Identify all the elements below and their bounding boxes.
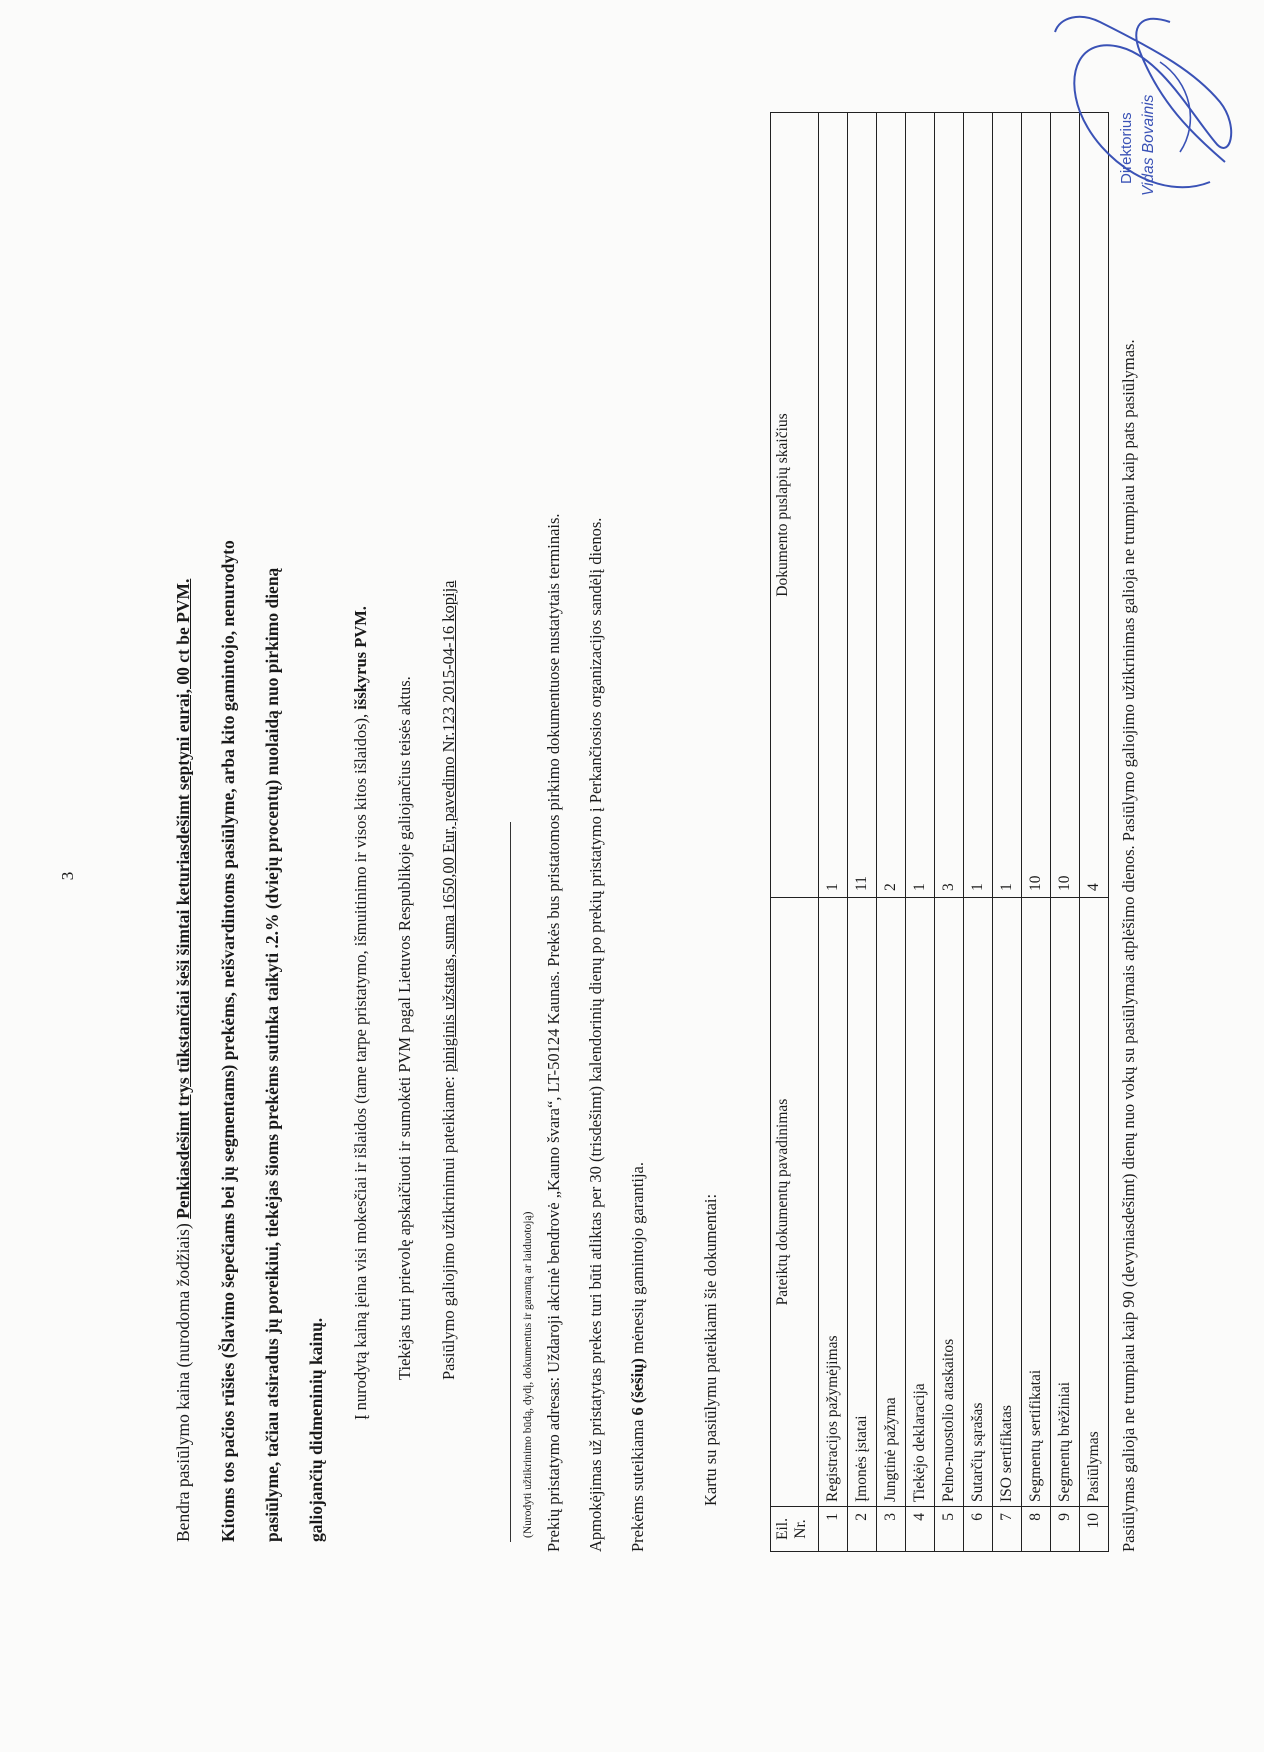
table-header-row <box>771 113 819 1552</box>
row-number: 2 <box>848 1507 877 1552</box>
row-number: 1 <box>819 1507 848 1552</box>
table-row <box>1080 113 1109 1552</box>
table-row <box>1022 113 1051 1552</box>
page-count: 4 <box>1080 113 1109 898</box>
document-name: ISO sertifikatas <box>993 898 1022 1507</box>
row-number: 9 <box>1051 1507 1080 1552</box>
row-number: 5 <box>935 1507 964 1552</box>
total-price-amount: Penkiasdešimt trys tūkstančiai šeši šimtai keturiasdešimt septyni eurai, 00 ct be PVM. <box>173 578 193 1219</box>
row-number: 6 <box>964 1507 993 1552</box>
page-count: 1 <box>819 113 848 898</box>
table-row <box>964 113 993 1552</box>
documents-table <box>770 112 1109 1552</box>
page-count: 3 <box>935 113 964 898</box>
taxes-paragraph <box>350 606 372 1420</box>
page-number: 3 <box>58 871 77 881</box>
page-count: 10 <box>1022 113 1051 898</box>
guarantee-label: Pasiūlymo galiojimo užtikrinimui pateikiame: <box>439 1076 458 1380</box>
row-number: 3 <box>877 1507 906 1552</box>
page-count: 10 <box>1051 113 1080 898</box>
warranty-months: 6 (šešių) <box>628 1358 647 1416</box>
page-count: 2 <box>877 113 906 898</box>
vat-paragraph: Tiekėjas turi prievolę apskaičiuoti ir sumokėti PVM pagal Lietuvos Respublikoje galiojančius teisės aktus. <box>395 676 414 1380</box>
discount-paragraph <box>206 152 338 1542</box>
table-row <box>935 113 964 1552</box>
signatory-title: Direktorius <box>1118 112 1135 184</box>
validity-paragraph: Pasiūlymas galioja ne trumpiau kaip 90 (devyniasdešimt) dienų nuo vokų su pasiūlymais atplėšimo dienos. Pasiūlymo galiojimo užtikrinimas galioja ne trumpiau kaip pats pasiūlymas. <box>1119 339 1138 1552</box>
discount-line-1: Kitoms tos pačios rūšies (Šlavimo šepečiams bei jų segmentams) prekėms, neišvardintoms pasiūlyme, arba kito gamintojo, nenurodyto <box>218 540 238 1542</box>
table-row <box>819 113 848 1552</box>
row-number: 4 <box>906 1507 935 1552</box>
table-row <box>993 113 1022 1552</box>
table-row <box>877 113 906 1552</box>
page-count: 1 <box>906 113 935 898</box>
document-name: Tiekėjo deklaracija <box>906 898 935 1507</box>
discount-line-3: galiojančių didmeninių kainų. <box>306 1317 326 1542</box>
guarantee-value: piniginis užstatas, suma 1650,00 Eur, pavedimo Nr.123 2015-04-16 kopija <box>439 580 458 1073</box>
guarantee-footnote: (Nurodyti užtikrinimo būdą, dydį, dokumentus ir garantą ar laiduotoją) <box>522 1211 534 1538</box>
page-count: 1 <box>964 113 993 898</box>
delivery-paragraph: Prekių pristatymo adresas: Uždaroji akcinė bendrovė „Kauno švara“, LT-50124 Kaunas. Prekės bus pristatomos pirkimo dokumentuose nustatytais terminais. <box>544 513 563 1552</box>
row-number: 10 <box>1080 1507 1109 1552</box>
guarantee-rule <box>510 822 511 1542</box>
header-page-count: Dokumento puslapių skaičius <box>771 113 819 898</box>
payment-paragraph: Apmokėjimas už pristatytas prekes turi būti atliktas per 30 (trisdešimt) kalendorinių dienų po prekių pristatymo į Perkančiosios organizacijos sandėlį dienos. <box>586 517 605 1552</box>
row-number: 7 <box>993 1507 1022 1552</box>
document-name: Pasiūlymas <box>1080 898 1109 1507</box>
documents-intro: Kartu su pasiūlymu pateikiami šie dokumentai: <box>701 1193 720 1506</box>
page-count: 11 <box>848 113 877 898</box>
row-number: 8 <box>1022 1507 1051 1552</box>
total-price-paragraph <box>162 152 204 1542</box>
guarantee-paragraph <box>438 581 460 1381</box>
document-name: Sutarčių sąrašas <box>964 898 993 1507</box>
document-name: Pelno-nuostolio ataskaitos <box>935 898 964 1507</box>
signatory-name: Vidas Bovainis <box>1140 94 1157 196</box>
document-name: Įmonės įstatai <box>848 898 877 1507</box>
header-row-number: Eil. Nr. <box>771 1507 819 1552</box>
document-name: Segmentų brėžiniai <box>1051 898 1080 1507</box>
warranty-label: Prekėms suteikiama <box>628 1419 647 1552</box>
taxes-text: Į nurodytą kainą įeina visi mokesčiai ir išlaidos (tame tarpe pristatymo, išmuitinimo ir visos kitos išlaidos), <box>351 713 370 1420</box>
warranty-suffix: mėnesių gamintojo garantija. <box>628 1162 647 1355</box>
table-row <box>1051 113 1080 1552</box>
warranty-paragraph <box>628 112 648 1552</box>
page-count: 1 <box>993 113 1022 898</box>
taxes-exclusion: išskyrus PVM. <box>351 606 370 710</box>
table-row <box>848 113 877 1552</box>
total-price-label: Bendra pasiūlymo kaina (nurodoma žodžiais) <box>173 1223 193 1542</box>
document-name: Jungtinė pažyma <box>877 898 906 1507</box>
table-row <box>906 113 935 1552</box>
discount-line-2: pasiūlyme, tačiau atsiradus jų poreikiui, tiekėjas šioms prekėms sutinka taikyti .2.% (dviejų procentų) nuolaidą nuo pirkimo dieną <box>262 567 282 1542</box>
document-name: Registracijos pažymėjimas <box>819 898 848 1507</box>
document-name: Segmentų sertifikatai <box>1022 898 1051 1507</box>
header-document-name: Pateiktų dokumentų pavadinimas <box>771 898 819 1507</box>
